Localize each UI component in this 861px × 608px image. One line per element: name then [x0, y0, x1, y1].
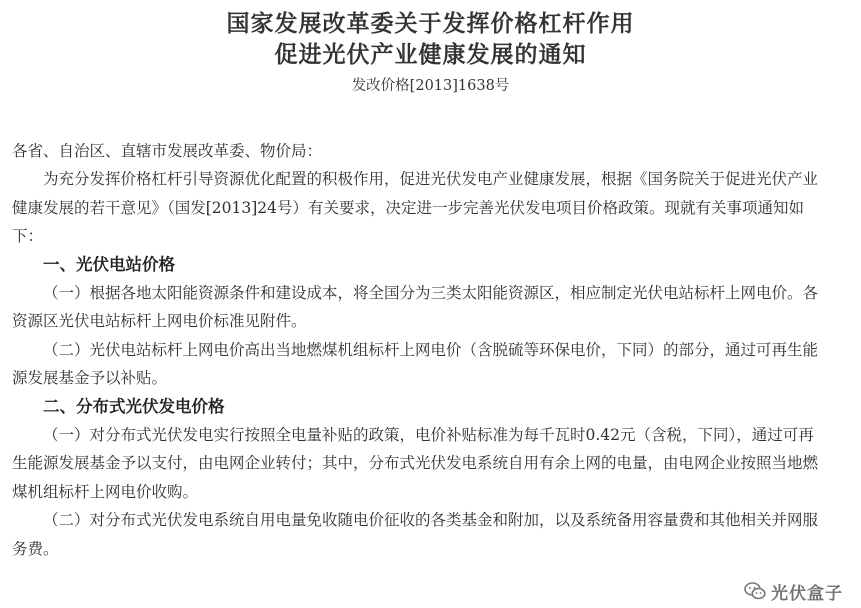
section-1-item-2-line-2: 源发展基金予以补贴。 — [12, 369, 168, 388]
section-2-heading: 二、分布式光伏发电价格 — [43, 396, 225, 416]
title-line-1: 国家发展改革委关于发挥价格杠杆作用 — [226, 10, 635, 37]
document-number: 发改价格[2013]1638号 — [351, 78, 510, 94]
section-1-item-1-line-2: 资源区光伏电站标杆上网电价标准见附件。 — [12, 312, 307, 331]
intro-line-1: 为充分发挥价格杠杆引导资源优化配置的积极作用，促进光伏发电产业健康发展，根据《国务院关于促进光伏产业 — [43, 170, 819, 189]
watermark-text: 光伏盒子 — [771, 583, 843, 604]
section-1-item-1-line-1: （一）根据各地太阳能资源条件和建设成本，将全国分为三类太阳能资源区，相应制定光伏电站标杆上网电价。各 — [43, 284, 819, 303]
section-2-item-1-line-2: 生能源发展基金予以支付，由电网企业转付；其中，分布式光伏发电系统自用有余上网的电量，由电网企业按照当地燃 — [12, 454, 819, 473]
addressee: 各省、自治区、直辖市发展改革委、物价局： — [12, 142, 323, 160]
section-1-heading: 一、光伏电站价格 — [43, 254, 175, 274]
section-1-item-2-line-1: （二）光伏电站标杆上网电价高出当地燃煤机组标杆上网电价（含脱硫等环保电价，下同）的部分，通过可再生能 — [43, 340, 819, 359]
intro-line-2: 健康发展的若干意见》（国发[2013]24号）有关要求，决定进一步完善光伏发电项目价格政策。现就有关事项通知如 — [12, 198, 805, 217]
section-2-item-1-line-3: 煤机组标杆上网电价收购。 — [12, 482, 199, 501]
section-2-item-2-line-1: （二）对分布式光伏发电系统自用电量免收随电价征收的各类基金和附加，以及系统备用容量费和其他相关并网服 — [43, 511, 819, 530]
document-body — [12, 137, 852, 563]
watermark — [741, 578, 847, 604]
intro-line-3: 下： — [12, 227, 44, 246]
section-2-item-1-line-1: （一）对分布式光伏发电实行按照全电量补贴的政策，电价补贴标准为每千瓦时0.42元（含税，下同），通过可再 — [43, 426, 814, 445]
wechat-logo-icon — [743, 579, 767, 603]
title-line-2: 促进光伏产业健康发展的通知 — [274, 41, 587, 68]
section-2-item-2-line-2: 务费。 — [12, 539, 59, 558]
